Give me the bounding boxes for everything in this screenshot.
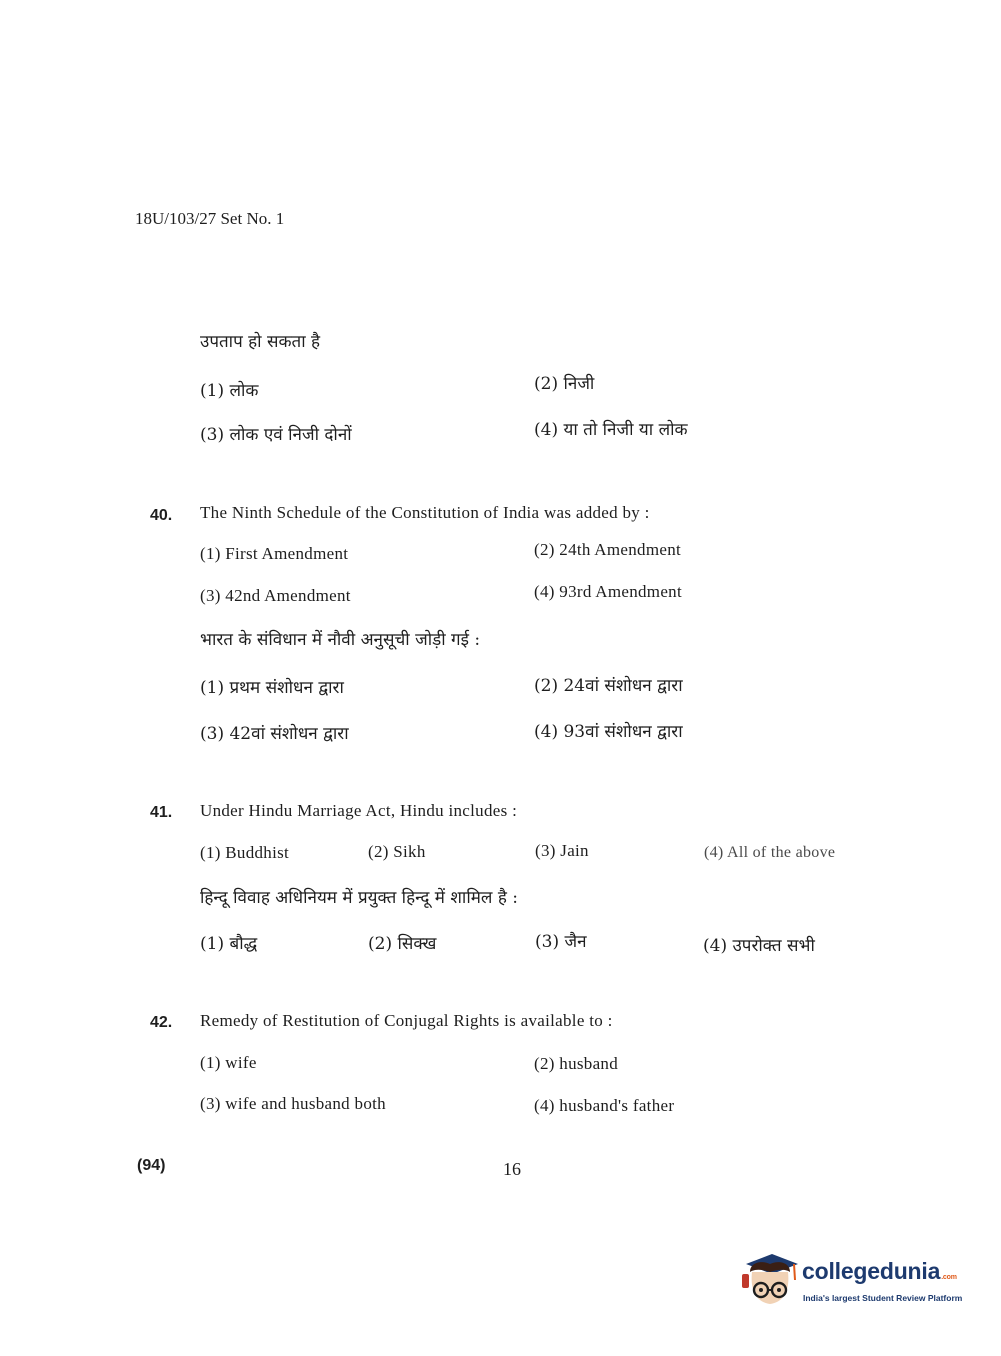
graduate-mascot-icon <box>742 1250 798 1312</box>
q40-option-2-hi: (2) 24वां संशोधन द्वारा <box>534 676 683 696</box>
q41-option-2-hi: (2) सिक्ख <box>368 934 437 954</box>
q41-option-1-hi: (1) बौद्ध <box>200 934 258 954</box>
collegedunia-watermark <box>742 1250 972 1312</box>
booklet-code: (94) <box>137 1157 166 1174</box>
q41-option-1-en: (1) Buddhist <box>200 843 290 862</box>
q40-text-hi: भारत के संविधान में नौवी अनुसूची जोड़ी गई : <box>200 630 481 650</box>
q41-option-3-en: (3) Jain <box>535 841 589 860</box>
q41-number: 41. <box>150 804 173 821</box>
brand-tagline: India's largest Student Review Platform <box>803 1293 963 1303</box>
q39-option-2: (2) निजी <box>534 374 595 394</box>
q40-option-4-hi: (4) 93वां संशोधन द्वारा <box>534 722 683 742</box>
q42-number: 42. <box>150 1014 173 1031</box>
q40-number: 40. <box>150 507 173 524</box>
q41-option-4-hi: (4) उपरोक्त सभी <box>703 936 815 956</box>
q41-option-2-en: (2) Sikh <box>368 842 426 861</box>
q39-option-4: (4) या तो निजी या लोक <box>534 420 688 440</box>
q42-option-4-en: (4) husband's father <box>534 1096 675 1115</box>
paper-code: 18U/103/27 Set No. 1 <box>135 209 285 228</box>
q39-continuation-text: उपताप हो सकता है <box>200 332 321 352</box>
q41-option-4-en: (4) All of the above <box>704 844 836 861</box>
q42-option-2-en: (2) husband <box>534 1054 619 1073</box>
q42-option-3-en: (3) wife and husband both <box>200 1094 386 1113</box>
q39-option-3: (3) लोक एवं निजी दोनों <box>200 425 352 445</box>
q40-text-en: The Ninth Schedule of the Constitution of India was added by : <box>200 503 650 522</box>
q40-option-2-en: (2) 24th Amendment <box>534 540 682 559</box>
q41-option-3-hi: (3) जैन <box>535 932 587 952</box>
q41-text-hi: हिन्दू विवाह अधिनियम में प्रयुक्त हिन्दू में शामिल है : <box>200 888 518 908</box>
q40-option-3-en: (3) 42nd Amendment <box>200 586 351 605</box>
brand-name-main: collegedunia <box>802 1258 941 1284</box>
q39-option-1: (1) लोक <box>200 381 259 401</box>
brand-suffix: .com <box>941 1274 957 1281</box>
q40-option-1-hi: (1) प्रथम संशोधन द्वारा <box>200 678 344 698</box>
q40-option-4-en: (4) 93rd Amendment <box>534 582 682 601</box>
q40-option-3-hi: (3) 42वां संशोधन द्वारा <box>200 724 349 744</box>
q41-text-en: Under Hindu Marriage Act, Hindu includes : <box>200 801 518 820</box>
q42-option-1-en: (1) wife <box>200 1053 257 1072</box>
q40-option-1-en: (1) First Amendment <box>200 544 349 563</box>
brand-name <box>802 1258 957 1285</box>
page-number: 16 <box>503 1159 521 1179</box>
q42-text-en: Remedy of Restitution of Conjugal Rights is available to : <box>200 1011 613 1030</box>
